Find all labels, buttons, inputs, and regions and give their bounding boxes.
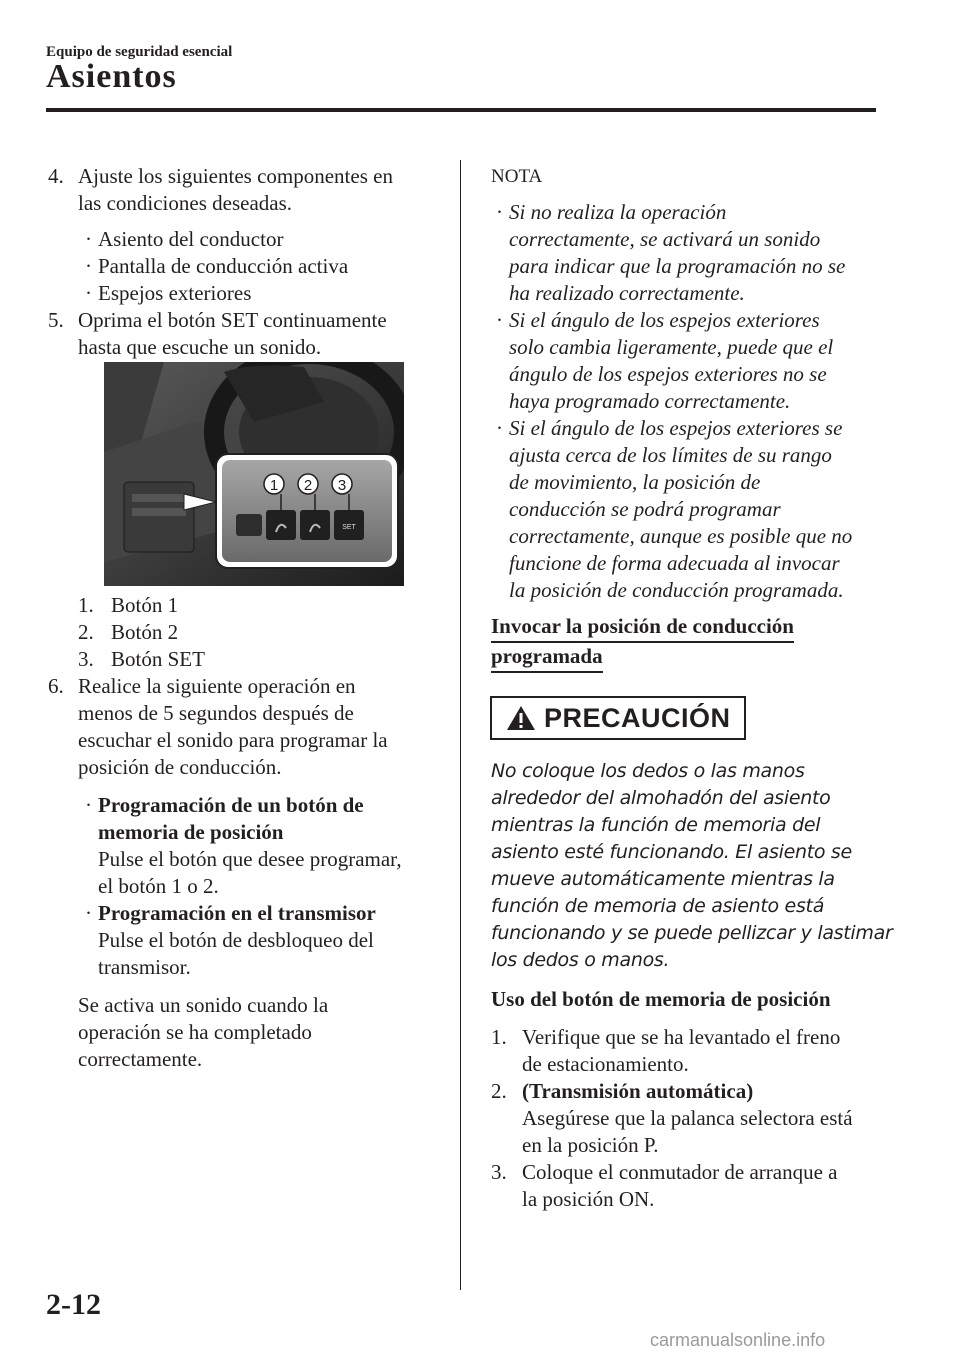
page-title: Asientos: [46, 58, 177, 95]
caution-line: asiento esté funcionando. El asiento se: [491, 841, 852, 863]
step-6-item-body: Pulse el botón de desbloqueo del: [98, 928, 374, 952]
note-line: conducción se podrá programar: [509, 497, 781, 521]
note-line: correctamente, se activará un sonido: [509, 227, 821, 251]
figure-list-item: Botón 2: [111, 620, 179, 644]
figure-list-number: 3.: [78, 647, 94, 671]
closing-line: correctamente.: [78, 1047, 203, 1071]
use-step-line: Verifique que se ha levantado el freno: [522, 1025, 841, 1049]
step-6-item-body: el botón 1 o 2.: [98, 874, 219, 898]
step-4-bullet: Asiento del conductor: [98, 227, 284, 251]
warning-triangle-icon: [506, 705, 536, 731]
page-number: 2-12: [46, 1288, 101, 1321]
caution-line: funcionando y se puede pellizcar y lastimar: [491, 922, 893, 944]
step-6-item-body: transmisor.: [98, 955, 191, 979]
step-4-bullet: Pantalla de conducción activa: [98, 254, 349, 278]
closing-line: Se activa un sonido cuando la: [78, 993, 329, 1017]
note-line: Si el ángulo de los espejos exteriores se: [509, 416, 843, 440]
caution-title: PRECAUCIÓN: [544, 702, 731, 733]
bullet-dot: ·: [496, 200, 503, 224]
step-5-line-2: hasta que escuche un sonido.: [78, 335, 322, 359]
set-button-label: SET: [342, 524, 356, 531]
use-step-line: Asegúrese que la palanca selectora está: [522, 1106, 853, 1130]
note-line: Si no realiza la operación: [509, 200, 727, 224]
step-6-item-body: Pulse el botón que desee programar,: [98, 847, 402, 871]
column-divider: [460, 160, 461, 1290]
caution-line: mientras la función de memoria del: [491, 814, 821, 836]
bullet-dot: ·: [85, 793, 92, 817]
step-5-line-1: Oprima el botón SET continuamente: [78, 308, 387, 332]
note-line: ángulo de los espejos exteriores no se: [509, 362, 827, 386]
callout-3: 3: [337, 477, 347, 494]
step-5-number: 5.: [48, 308, 64, 332]
note-line: haya programado correctamente.: [509, 389, 791, 413]
use-step-number: 1.: [491, 1025, 507, 1049]
use-heading: Uso del botón de memoria de posición: [491, 987, 831, 1011]
callout-2: 2: [303, 477, 313, 494]
bullet-dot: ·: [85, 901, 92, 925]
step-6-item-title: memoria de posición: [98, 820, 284, 844]
use-step-line: la posición ON.: [522, 1187, 655, 1211]
use-step-number: 3.: [491, 1160, 507, 1184]
step-6-line: posición de conducción.: [78, 755, 282, 779]
step-6-line: Realice la siguiente operación en: [78, 674, 356, 698]
figure-list-item: Botón 1: [111, 593, 179, 617]
caution-box: [490, 696, 746, 740]
bullet-dot: ·: [496, 308, 503, 332]
note-line: ha realizado correctamente.: [509, 281, 745, 305]
note-line: correctamente, aunque es posible que no: [509, 524, 853, 548]
step-6-line: menos de 5 segundos después de: [78, 701, 354, 725]
note-line: ajusta cerca de los límites de su rango: [509, 443, 832, 467]
step-6-number: 6.: [48, 674, 64, 698]
note-line: la posición de conducción programada.: [509, 578, 844, 602]
step-4-bullet: Espejos exteriores: [98, 281, 252, 305]
use-step-line: en la posición P.: [522, 1133, 659, 1157]
note-line: de movimiento, la posición de: [509, 470, 761, 494]
use-step-line: de estacionamiento.: [522, 1052, 689, 1076]
bullet-dot: ·: [85, 254, 92, 278]
caution-line: alrededor del almohadón del asiento: [491, 787, 831, 809]
note-label: NOTA: [491, 166, 543, 187]
bullet-dot: ·: [85, 281, 92, 305]
step-6-line: escuchar el sonido para programar la: [78, 728, 388, 752]
bullet-dot: ·: [85, 227, 92, 251]
memory-buttons-photo: [104, 362, 404, 586]
note-line: para indicar que la programación no se: [509, 254, 846, 278]
subheading-line: programada: [491, 643, 603, 673]
use-step-line: Coloque el conmutador de arranque a: [522, 1160, 838, 1184]
use-step-number: 2.: [491, 1079, 507, 1103]
note-line: Si el ángulo de los espejos exteriores: [509, 308, 820, 332]
subheading-recall-position: [491, 613, 794, 673]
figure-list-item: Botón SET: [111, 647, 205, 671]
caution-line: función de memoria de asiento está: [491, 895, 825, 917]
step-4-line-1: Ajuste los siguientes componentes en: [78, 164, 393, 188]
callout-1: 1: [269, 477, 279, 494]
subheading-line: Invocar la posición de conducción: [491, 613, 794, 643]
step-6-item-title: Programación de un botón de: [98, 793, 364, 817]
step-6-item-title: Programación en el transmisor: [98, 901, 376, 925]
bullet-dot: ·: [496, 416, 503, 440]
watermark: carmanualsonline.info: [650, 1330, 826, 1350]
caution-line: No coloque los dedos o las manos: [491, 760, 805, 782]
use-step-line: (Transmisión automática): [522, 1079, 754, 1103]
figure-list-number: 1.: [78, 593, 94, 617]
step-4-line-2: las condiciones deseadas.: [78, 191, 293, 215]
step-4-number: 4.: [48, 164, 64, 188]
note-line: solo cambia ligeramente, puede que el: [509, 335, 834, 359]
closing-line: operación se ha completado: [78, 1020, 312, 1044]
note-line: funcione de forma adecuada al invocar: [509, 551, 840, 575]
caution-line: los dedos o manos.: [491, 949, 670, 971]
figure-list-number: 2.: [78, 620, 94, 644]
header-rule: [46, 108, 876, 112]
caution-line: mueve automáticamente mientras la: [491, 868, 835, 890]
section-label: Equipo de seguridad esencial: [46, 44, 233, 60]
